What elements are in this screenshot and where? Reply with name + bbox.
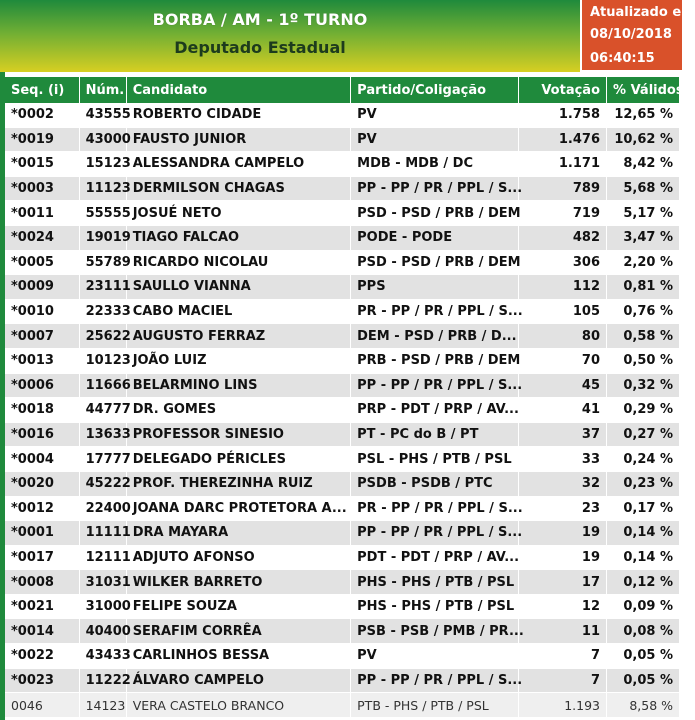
cell-candidate: CABO MACIEL — [126, 299, 350, 324]
table-row[interactable] — [5, 348, 680, 373]
cell-candidate: DERMILSON CHAGAS — [126, 176, 350, 201]
table-row[interactable] — [5, 225, 680, 250]
cell-candidate: FELIPE SOUZA — [126, 594, 350, 619]
cell-seq: *0005 — [5, 250, 79, 275]
cell-seq: *0001 — [5, 521, 79, 546]
cell-party: PHS - PHS / PTB / PSL — [351, 594, 519, 619]
cell-votes: 1.476 — [519, 127, 607, 152]
cell-seq: *0014 — [5, 619, 79, 644]
cell-seq: *0016 — [5, 422, 79, 447]
cell-votes: 112 — [519, 275, 607, 300]
cell-votes: 41 — [519, 398, 607, 423]
cell-seq: *0008 — [5, 570, 79, 595]
cell-valid-percent: 0,08 % — [607, 619, 680, 644]
cell-number: 43555 — [79, 103, 126, 127]
cell-votes: 70 — [519, 348, 607, 373]
table-row[interactable] — [5, 250, 680, 275]
cell-candidate: JOÃO LUIZ — [126, 348, 350, 373]
cell-valid-percent: 0,23 % — [607, 471, 680, 496]
cell-votes: 719 — [519, 201, 607, 226]
cell-party: PSD - PSD / PRB / DEM — [351, 201, 519, 226]
cell-valid-percent: 0,17 % — [607, 496, 680, 521]
cell-valid-percent: 0,05 % — [607, 644, 680, 669]
cell-valid-percent: 0,12 % — [607, 570, 680, 595]
cell-party: PSDB - PSDB / PTC — [351, 471, 519, 496]
cell-party: PR - PP / PR / PPL / S... — [351, 496, 519, 521]
cell-candidate: JOANA DARC PROTETORA A... — [126, 496, 350, 521]
column-header-number[interactable]: Núm. — [79, 77, 126, 103]
cell-number: 55789 — [79, 250, 126, 275]
cell-number: 43433 — [79, 644, 126, 669]
cell-number: 22400 — [79, 496, 126, 521]
cell-candidate: FAUSTO JUNIOR — [126, 127, 350, 152]
page-subtitle: Deputado Estadual — [174, 38, 346, 57]
cell-number: 11123 — [79, 176, 126, 201]
updated-time: 06:40:15 — [590, 51, 655, 66]
cell-seq: *0024 — [5, 225, 79, 250]
cell-seq: *0021 — [5, 594, 79, 619]
cell-number: 25622 — [79, 324, 126, 349]
cell-seq: *0017 — [5, 545, 79, 570]
cell-party: DEM - PSD / PRB / D... — [351, 324, 519, 349]
cell-votes: 12 — [519, 594, 607, 619]
cell-number: 22333 — [79, 299, 126, 324]
column-header-party[interactable]: Partido/Coligação — [351, 77, 519, 103]
cell-seq: *0018 — [5, 398, 79, 423]
cell-votes: 32 — [519, 471, 607, 496]
cell-votes: 17 — [519, 570, 607, 595]
cell-votes: 19 — [519, 545, 607, 570]
cell-seq: *0022 — [5, 644, 79, 669]
table-row[interactable] — [5, 103, 680, 127]
updated-date: 08/10/2018 — [590, 27, 672, 42]
cell-number: 19019 — [79, 225, 126, 250]
cell-party: PP - PP / PR / PPL / S... — [351, 373, 519, 398]
cell-seq: *0010 — [5, 299, 79, 324]
table-row[interactable] — [5, 373, 680, 398]
table-row[interactable] — [5, 398, 680, 423]
cell-number: 11222 — [79, 668, 126, 693]
cell-number: 14123 — [79, 693, 126, 718]
cell-votes: 37 — [519, 422, 607, 447]
cell-votes: 23 — [519, 496, 607, 521]
cell-candidate: DR. GOMES — [126, 398, 350, 423]
cell-party: PHS - PHS / PTB / PSL — [351, 570, 519, 595]
cell-seq: *0015 — [5, 152, 79, 177]
cell-number: 12111 — [79, 545, 126, 570]
cell-party: PP - PP / PR / PPL / S... — [351, 668, 519, 693]
cell-seq: 0046 — [5, 693, 79, 718]
cell-votes: 11 — [519, 619, 607, 644]
cell-number: 45222 — [79, 471, 126, 496]
cell-candidate: PROFESSOR SINESIO — [126, 422, 350, 447]
table-row[interactable] — [5, 471, 680, 496]
cell-candidate: TIAGO FALCAO — [126, 225, 350, 250]
cell-party: PRB - PSD / PRB / DEM — [351, 348, 519, 373]
cell-number: 31031 — [79, 570, 126, 595]
cell-party: PV — [351, 127, 519, 152]
cell-valid-percent: 0,05 % — [607, 668, 680, 693]
table-row[interactable] — [5, 152, 680, 177]
table-header-row — [5, 77, 680, 103]
table-row[interactable] — [5, 619, 680, 644]
table-row[interactable] — [5, 594, 680, 619]
cell-valid-percent: 0,29 % — [607, 398, 680, 423]
cell-party: PODE - PODE — [351, 225, 519, 250]
cell-number: 11111 — [79, 521, 126, 546]
cell-candidate: ALESSANDRA CAMPELO — [126, 152, 350, 177]
table-row[interactable] — [5, 644, 680, 669]
cell-party: PRP - PDT / PRP / AV... — [351, 398, 519, 423]
cell-votes: 482 — [519, 225, 607, 250]
cell-number: 13633 — [79, 422, 126, 447]
cell-party: PDT - PDT / PRP / AV... — [351, 545, 519, 570]
cell-number: 43000 — [79, 127, 126, 152]
cell-seq: *0012 — [5, 496, 79, 521]
cell-valid-percent: 5,68 % — [607, 176, 680, 201]
cell-votes: 33 — [519, 447, 607, 472]
cell-party: PP - PP / PR / PPL / S... — [351, 176, 519, 201]
cell-party: PSL - PHS / PTB / PSL — [351, 447, 519, 472]
cell-seq: *0006 — [5, 373, 79, 398]
table-row[interactable] — [5, 127, 680, 152]
cell-votes: 1.193 — [519, 693, 607, 718]
cell-valid-percent: 0,50 % — [607, 348, 680, 373]
cell-candidate: DRA MAYARA — [126, 521, 350, 546]
header-banner — [0, 0, 695, 72]
cell-valid-percent: 0,76 % — [607, 299, 680, 324]
cell-candidate: PROF. THEREZINHA RUIZ — [126, 471, 350, 496]
cell-votes: 1.171 — [519, 152, 607, 177]
cell-candidate: SAULLO VIANNA — [126, 275, 350, 300]
cell-valid-percent: 5,17 % — [607, 201, 680, 226]
cell-votes: 19 — [519, 521, 607, 546]
table-row[interactable] — [5, 324, 680, 349]
cell-candidate: WILKER BARRETO — [126, 570, 350, 595]
cell-party: PV — [351, 103, 519, 127]
table-row[interactable] — [5, 521, 680, 546]
cell-candidate: ÁLVARO CAMPELO — [126, 668, 350, 693]
table-row[interactable] — [5, 275, 680, 300]
cell-candidate: VERA CASTELO BRANCO — [126, 693, 350, 718]
cell-valid-percent: 0,58 % — [607, 324, 680, 349]
cell-seq: *0003 — [5, 176, 79, 201]
cell-seq: *0019 — [5, 127, 79, 152]
cell-number: 44777 — [79, 398, 126, 423]
cell-valid-percent: 2,20 % — [607, 250, 680, 275]
cell-seq: *0002 — [5, 103, 79, 127]
results-table-container — [0, 72, 684, 720]
cell-valid-percent: 0,09 % — [607, 594, 680, 619]
cell-seq: *0023 — [5, 668, 79, 693]
cell-candidate: ROBERTO CIDADE — [126, 103, 350, 127]
cell-valid-percent: 0,32 % — [607, 373, 680, 398]
cell-number: 23111 — [79, 275, 126, 300]
table-row[interactable] — [5, 496, 680, 521]
cell-candidate: CARLINHOS BESSA — [126, 644, 350, 669]
cell-seq: *0007 — [5, 324, 79, 349]
cell-seq: *0020 — [5, 471, 79, 496]
cell-candidate: AUGUSTO FERRAZ — [126, 324, 350, 349]
cell-valid-percent: 8,42 % — [607, 152, 680, 177]
cell-party: MDB - MDB / DC — [351, 152, 519, 177]
table-row[interactable] — [5, 668, 680, 693]
cell-number: 31000 — [79, 594, 126, 619]
cell-party: PR - PP / PR / PPL / S... — [351, 299, 519, 324]
results-table — [5, 77, 684, 718]
cell-votes: 7 — [519, 668, 607, 693]
cell-party: PTB - PHS / PTB / PSL — [351, 693, 519, 718]
cell-votes: 45 — [519, 373, 607, 398]
cell-number: 15123 — [79, 152, 126, 177]
cell-candidate: JOSUÉ NETO — [126, 201, 350, 226]
cell-seq: *0009 — [5, 275, 79, 300]
page-title: BORBA / AM - 1º TURNO — [152, 10, 368, 29]
cell-votes: 7 — [519, 644, 607, 669]
updated-label: Atualizado em — [590, 5, 695, 20]
cell-candidate: ADJUTO AFONSO — [126, 545, 350, 570]
cell-number: 17777 — [79, 447, 126, 472]
cell-valid-percent: 8,58 % — [607, 693, 680, 718]
cell-party: PPS — [351, 275, 519, 300]
cell-party: PSB - PSB / PMB / PR... — [351, 619, 519, 644]
cell-votes: 789 — [519, 176, 607, 201]
table-row[interactable] — [5, 545, 680, 570]
column-header-votes[interactable]: Votação — [519, 77, 607, 103]
table-row[interactable] — [5, 176, 680, 201]
column-header-seq[interactable]: Seq. (i) — [5, 77, 79, 103]
table-row[interactable] — [5, 201, 680, 226]
table-row[interactable] — [5, 447, 680, 472]
cell-votes: 306 — [519, 250, 607, 275]
cell-seq: *0004 — [5, 447, 79, 472]
update-status-box — [580, 0, 695, 72]
cell-seq: *0011 — [5, 201, 79, 226]
cell-candidate: SERAFIM CORRÊA — [126, 619, 350, 644]
cell-valid-percent: 12,65 % — [607, 103, 680, 127]
table-row[interactable] — [5, 570, 680, 595]
cell-valid-percent: 0,27 % — [607, 422, 680, 447]
cell-candidate: RICARDO NICOLAU — [126, 250, 350, 275]
cell-party: PP - PP / PR / PPL / S... — [351, 521, 519, 546]
cell-number: 11666 — [79, 373, 126, 398]
table-row[interactable] — [5, 299, 680, 324]
cell-party: PSD - PSD / PRB / DEM — [351, 250, 519, 275]
cell-number: 10123 — [79, 348, 126, 373]
cell-party: PV — [351, 644, 519, 669]
cell-valid-percent: 0,24 % — [607, 447, 680, 472]
table-body — [5, 103, 680, 717]
cell-valid-percent: 0,14 % — [607, 545, 680, 570]
cell-valid-percent: 10,62 % — [607, 127, 680, 152]
cell-party: PT - PC do B / PT — [351, 422, 519, 447]
column-header-candidate[interactable]: Candidato — [126, 77, 350, 103]
table-row[interactable] — [5, 422, 680, 447]
cell-candidate: BELARMINO LINS — [126, 373, 350, 398]
cell-valid-percent: 0,14 % — [607, 521, 680, 546]
cell-candidate: DELEGADO PÉRICLES — [126, 447, 350, 472]
cell-votes: 1.758 — [519, 103, 607, 127]
cell-valid-percent: 3,47 % — [607, 225, 680, 250]
cell-number: 40400 — [79, 619, 126, 644]
column-header-valid-percent[interactable]: % Válidos — [607, 77, 680, 103]
cell-number: 55555 — [79, 201, 126, 226]
cell-votes: 105 — [519, 299, 607, 324]
cell-seq: *0013 — [5, 348, 79, 373]
cell-votes: 80 — [519, 324, 607, 349]
cell-valid-percent: 0,81 % — [607, 275, 680, 300]
table-row[interactable] — [5, 693, 680, 718]
